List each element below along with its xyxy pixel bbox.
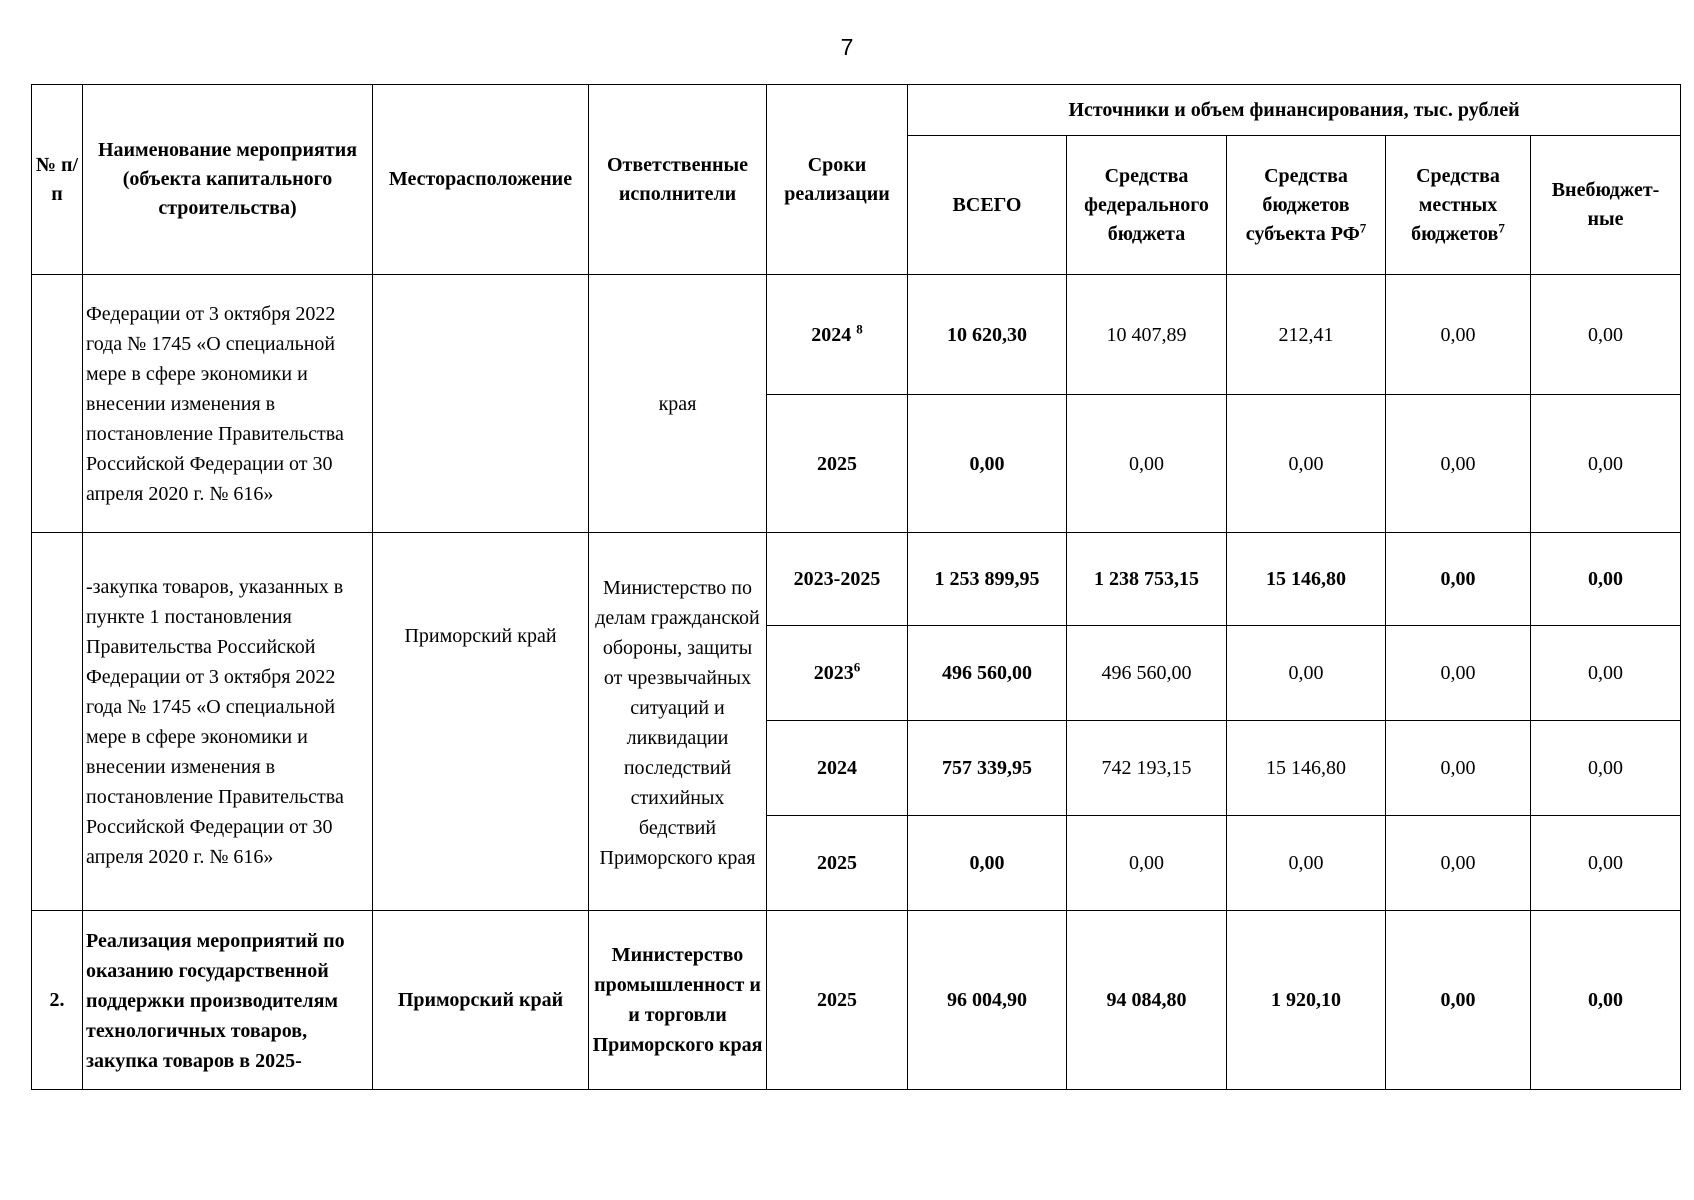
- location-cell: Приморский край: [373, 533, 589, 911]
- subject-cell: 0,00: [1227, 816, 1386, 911]
- location-cell: Приморский край: [373, 911, 589, 1090]
- total-cell: 96 004,90: [908, 911, 1067, 1090]
- year-cell: 2024: [767, 721, 908, 816]
- header-total: ВСЕГО: [908, 136, 1067, 275]
- activity-name: Федерации от 3 октября 2022 года № 1745 «О специальной мере в сфере экономики и внесении изменения в постановление Правительства Российской Федерации от 30 апреля 2020 г. № 616»: [83, 275, 373, 533]
- row-num: 2.: [32, 911, 83, 1090]
- executor-cell: Министерство по делам гражданской обороны, защиты от чрезвычайных ситуаций и ликвидации последствий стихийных бедствий Приморского края: [589, 533, 767, 911]
- header-extra: Внебюджет-ные: [1531, 136, 1681, 275]
- local-cell: 0,00: [1386, 721, 1531, 816]
- header-executors: Ответственные исполнители: [589, 85, 767, 275]
- header-location: Месторасположение: [373, 85, 589, 275]
- total-cell: 10 620,30: [908, 275, 1067, 395]
- subject-cell: 1 920,10: [1227, 911, 1386, 1090]
- local-cell: 0,00: [1386, 533, 1531, 626]
- year-cell: 2025: [767, 911, 908, 1090]
- extra-cell: 0,00: [1531, 275, 1681, 395]
- header-num: № п/п: [32, 85, 83, 275]
- executor-cell: края: [589, 275, 767, 533]
- table-row: [32, 911, 1681, 1090]
- federal-cell: 94 084,80: [1067, 911, 1227, 1090]
- subject-cell: 212,41: [1227, 275, 1386, 395]
- extra-cell: 0,00: [1531, 721, 1681, 816]
- subject-cell: 0,00: [1227, 395, 1386, 533]
- header-row-1: [32, 85, 1681, 136]
- subject-cell: 15 146,80: [1227, 721, 1386, 816]
- total-cell: 0,00: [908, 816, 1067, 911]
- extra-cell: 0,00: [1531, 533, 1681, 626]
- local-cell: 0,00: [1386, 911, 1531, 1090]
- header-local: Средства местных бюджетов$^7$: [1386, 136, 1531, 275]
- activity-name: Реализация мероприятий по оказанию государственной поддержки производителям технологичных товаров, закупка товаров в 2025-: [83, 911, 373, 1090]
- page-number: 7: [840, 34, 854, 60]
- row-num: [32, 533, 83, 911]
- year-cell: 2023$^6$: [767, 626, 908, 721]
- year-cell: 2025: [767, 395, 908, 533]
- total-cell: 1 253 899,95: [908, 533, 1067, 626]
- header-terms: Сроки реализации: [767, 85, 908, 275]
- table-row: [32, 275, 1681, 395]
- table-row: [32, 533, 1681, 626]
- subject-cell: 0,00: [1227, 626, 1386, 721]
- year-cell: 2023-2025: [767, 533, 908, 626]
- federal-cell: 742 193,15: [1067, 721, 1227, 816]
- year-cell: 2025: [767, 816, 908, 911]
- federal-cell: 496 560,00: [1067, 626, 1227, 721]
- header-name: Наименование мероприятия (объекта капитального строительства): [83, 85, 373, 275]
- row-num: [32, 275, 83, 533]
- header-sources: Источники и объем финансирования, тыс. рублей: [908, 85, 1681, 136]
- header-subject: Средства бюджетов субъекта $РФ^7$: [1227, 136, 1386, 275]
- local-cell: 0,00: [1386, 816, 1531, 911]
- federal-cell: 0,00: [1067, 816, 1227, 911]
- executor-cell: Министерство промышленност и и торговли Приморского края: [589, 911, 767, 1090]
- local-cell: 0,00: [1386, 395, 1531, 533]
- extra-cell: 0,00: [1531, 395, 1681, 533]
- extra-cell: 0,00: [1531, 911, 1681, 1090]
- local-cell: 0,00: [1386, 275, 1531, 395]
- subject-cell: 15 146,80: [1227, 533, 1386, 626]
- year-cell: 2024 $^8$: [767, 275, 908, 395]
- location-cell: [373, 275, 589, 533]
- financing-table: [31, 84, 1681, 1090]
- federal-cell: 0,00: [1067, 395, 1227, 533]
- local-cell: 0,00: [1386, 626, 1531, 721]
- activity-name: -закупка товаров, указанных в пункте 1 постановления Правительства Российской Федерации от 3 октября 2022 года № 1745 «О специальной мере в сфере экономики и внесении изменения в постановление Правительства Российской Федерации от 30 апреля 2020 г. № 616»: [83, 533, 373, 911]
- header-federal: Средства федерального бюджета: [1067, 136, 1227, 275]
- extra-cell: 0,00: [1531, 626, 1681, 721]
- federal-cell: 1 238 753,15: [1067, 533, 1227, 626]
- total-cell: 496 560,00: [908, 626, 1067, 721]
- federal-cell: 10 407,89: [1067, 275, 1227, 395]
- extra-cell: 0,00: [1531, 816, 1681, 911]
- total-cell: 757 339,95: [908, 721, 1067, 816]
- total-cell: 0,00: [908, 395, 1067, 533]
